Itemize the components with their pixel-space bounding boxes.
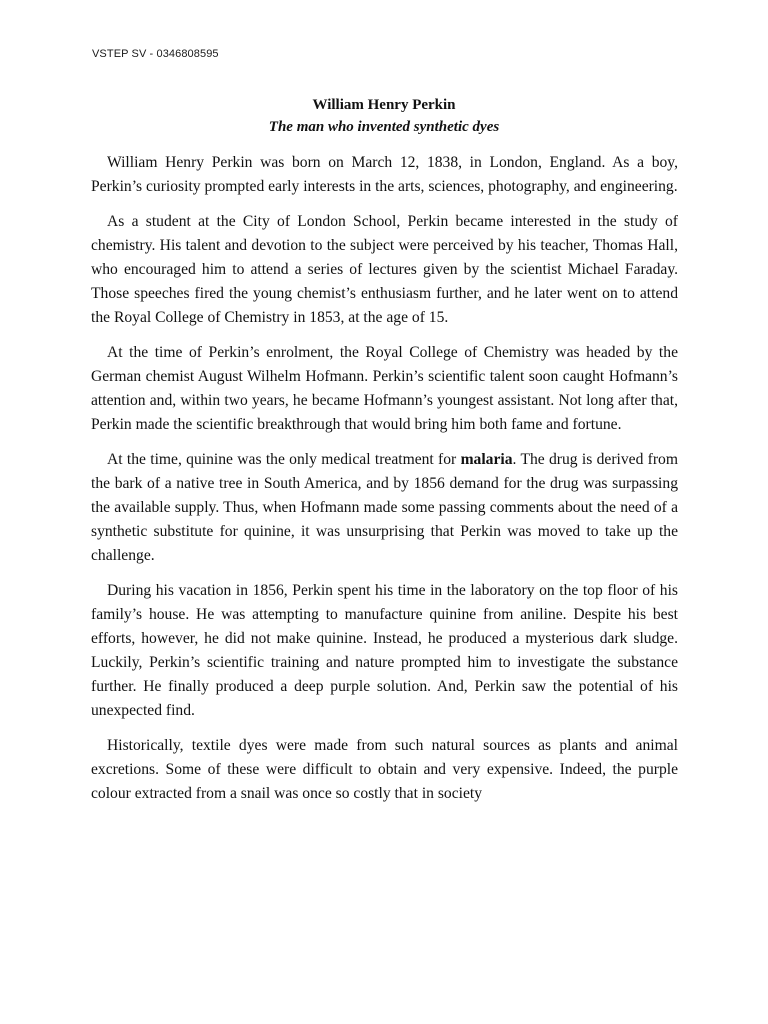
document-subtitle: The man who invented synthetic dyes [268,119,500,135]
paragraph-2: As a student at the City of London School, Perkin became interested in the study of chemistry. His talent and devotion to the subject were perceived by his teacher, Thomas Hall, who encouraged him to attend a series of lectures given by the scientist Michael Faraday. Those speeches fired the young chemist’s enthusiasm further, and he later went on to attend the Royal College of Chemistry in 1853, at the age of 15. [91,213,678,326]
title-block [0,94,768,138]
paragraph-4-after: . The drug is derived from the bark of a native tree in South America, and by 1856 demand for the drug was surpassing the available supply. Thus, when Hofmann made some passing comments about the need of a synthetic substitute for quinine, it was unsurprising that Perkin was moved to take up the challenge. [91,451,678,564]
malaria-term: malaria [460,451,513,468]
page-header: VSTEP SV - 0346808595 [92,48,219,60]
paragraph-5: During his vacation in 1856, Perkin spent his time in the laboratory on the top floor of his family’s house. He was attempting to manufacture quinine from aniline. Despite his best efforts, however, he did not make quinine. Instead, he produced a mysterious dark sludge. Luckily, Perkin’s scientific training and nature prompted him to investigate the substance further. He finally produced a deep purple solution. And, Perkin saw the potential of his unexpected find. [91,582,678,719]
paragraph-4-before: At the time, quinine was the only medical treatment for [107,451,461,468]
article-body [91,151,678,806]
document-title: William Henry Perkin [312,97,456,113]
paragraph-4 [91,448,678,568]
paragraph-6: Historically, textile dyes were made from such natural sources as plants and animal excretions. Some of these were difficult to obtain and very expensive. Indeed, the purple colour extracted from a snail was once so costly that in society [91,737,678,802]
paragraph-3: At the time of Perkin’s enrolment, the Royal College of Chemistry was headed by the German chemist August Wilhelm Hofmann. Perkin’s scientific talent soon caught Hofmann’s attention and, within two years, he became Hofmann’s youngest assistant. Not long after that, Perkin made the scientific breakthrough that would bring him both fame and fortune. [91,344,678,433]
paragraph-1: William Henry Perkin was born on March 12, 1838, in London, England. As a boy, Perkin’s curiosity prompted early interests in the arts, sciences, photography, and engineering. [91,154,678,195]
